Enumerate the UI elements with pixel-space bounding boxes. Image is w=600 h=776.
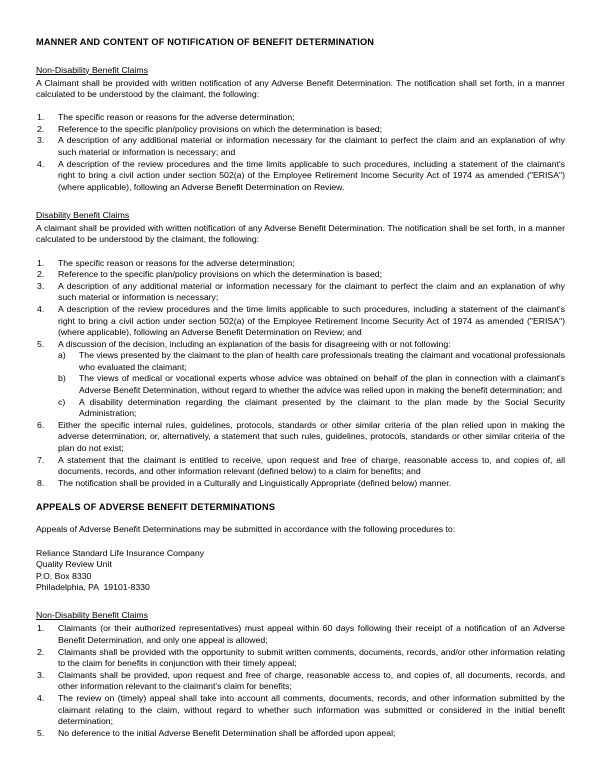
sublist-item xyxy=(58,350,565,373)
list-marker: 5. xyxy=(37,727,45,738)
list-item xyxy=(36,258,565,270)
intro-paragraph: A Claimant shall be provided with written notification of any Adverse Benefit Determination. The notification shall set forth, in a manner calculated to be understood by the claimant, the following: xyxy=(36,77,565,100)
list-item-text: A description of any additional material or information necessary for the claimant to perfect the claim and an explanation of why such material or information is necessary; xyxy=(58,280,565,303)
list-item xyxy=(36,623,565,646)
list-item-text: The review on (timely) appeal shall take into account all comments, documents, records, and other information submitted by the claimant relating to the claim, without regard to whether such information was submitted or considered in the initial benefit determination; xyxy=(58,692,565,727)
sublist-marker: c) xyxy=(58,396,66,407)
list-item xyxy=(36,339,565,420)
sublist-item-text: The views presented by the claimant to the plan of health care professionals treating the claimant and vocational professionals who evaluated the claimant; xyxy=(79,350,565,372)
sublist-marker: b) xyxy=(58,373,66,384)
spacer xyxy=(36,594,565,606)
spacer xyxy=(36,48,565,60)
list-item-text: A statement that the claimant is entitled to receive, upon request and free of charge, reasonable access to, and copies of, all documents, records, and other information relevant (defined below) to a claim for benefits; and xyxy=(58,454,565,477)
list-marker: 1. xyxy=(37,112,45,123)
sublist-item xyxy=(58,397,565,420)
list-marker: 1. xyxy=(37,257,45,268)
list-item xyxy=(36,647,565,670)
list-item xyxy=(36,135,565,158)
spacer xyxy=(36,101,565,113)
list-item xyxy=(36,693,565,728)
list-marker: 3. xyxy=(37,280,45,291)
list-marker: 3. xyxy=(37,669,45,680)
list-item xyxy=(36,728,565,740)
section-title-appeals: APPEALS OF ADVERSE BENEFIT DETERMINATIONS xyxy=(36,501,276,512)
list-item xyxy=(36,112,565,124)
list-item xyxy=(36,304,565,339)
list-item-text: Reference to the specific plan/policy provisions on which the determination is based; xyxy=(58,269,383,280)
list-item-text: A description of any additional material or information necessary for the claimant to perfect the claim and an explanation of why such material or information is necessary; and xyxy=(58,135,565,157)
section-disability-benefit-claims-1 xyxy=(36,205,565,490)
intro-paragraph: A claimant shall be provided with written notification of any Adverse Benefit Determination. The notification shall be set forth, in a manner calculated to be understood by the claimant, the following: xyxy=(36,222,565,245)
section-non-disability-benefit-claims-1 xyxy=(36,60,565,194)
list-item-text: A discussion of the decision, including an explanation of the basis for disagreeing with or not following: xyxy=(58,338,451,349)
list-item-text: Claimants (or their authorized representatives) must appeal within 60 days following their receipt of a notification of an Adverse Benefit Determination, and only one appeal is allowed; xyxy=(58,623,565,645)
list-marker: 8. xyxy=(37,477,45,488)
list-marker: 2. xyxy=(37,123,45,134)
address-line: Quality Review Unit xyxy=(36,559,112,570)
list-item xyxy=(36,420,565,455)
appeals-non-disability-procedures-list xyxy=(36,623,565,739)
subheading-non-disability-benefit-claims: Non-Disability Benefit Claims xyxy=(36,64,149,75)
list-item-text: The specific reason or reasons for the adverse determination; xyxy=(58,257,295,268)
list-item-text: No deference to the initial Adverse Benefit Determination shall be afforded upon appeal; xyxy=(58,727,396,738)
address-line: Reliance Standard Life Insurance Company xyxy=(36,547,205,558)
list-marker: 2. xyxy=(37,646,45,657)
address-line: P.O. Box 8330 xyxy=(36,570,92,581)
list-marker: 6. xyxy=(37,419,45,430)
subheading-appeals-non-disability-benefit-claims: Non-Disability Benefit Claims xyxy=(36,610,149,621)
list-item xyxy=(36,455,565,478)
spacer xyxy=(36,489,565,501)
spacer xyxy=(36,513,565,525)
list-item xyxy=(36,269,565,281)
list-item xyxy=(36,124,565,136)
list-item-text: Reference to the specific plan/policy provisions on which the determination is based; xyxy=(58,123,383,134)
list-item xyxy=(36,281,565,304)
address-line: Philadelphia, PA 19101-8330 xyxy=(36,582,150,593)
list-item-text: Claimants shall be provided with the opportunity to submit written comments, documents, records, and/or other information relating to the claim for benefits in conjunction with their timely appeal; xyxy=(58,646,565,669)
disability-item-5-sublist xyxy=(58,350,565,420)
list-item xyxy=(36,478,565,490)
sublist-item xyxy=(58,373,565,396)
list-item xyxy=(36,159,565,194)
appeals-intro-paragraph: Appeals of Adverse Benefit Determinations may be submitted in accordance with the following procedures to: xyxy=(36,524,456,535)
spacer xyxy=(36,193,565,205)
list-marker: 1. xyxy=(37,623,45,634)
disability-requirements-list xyxy=(36,258,565,490)
page-title: MANNER AND CONTENT OF NOTIFICATION OF BENEFIT DETERMINATION xyxy=(36,37,375,47)
section-appeals-non-disability-benefit-claims xyxy=(36,605,565,739)
sublist-item-text: The views of medical or vocational experts whose advice was obtained on behalf of the plan in connection with a claimant's Adverse Benefit Determination, without regard to whether the advice was relied upon in making the benefit determination; and xyxy=(79,373,565,396)
list-marker: 5. xyxy=(37,338,45,349)
appeals-mailing-address xyxy=(36,548,565,594)
subheading-disability-benefit-claims: Disability Benefit Claims xyxy=(36,209,130,220)
list-marker: 4. xyxy=(37,692,45,703)
sublist-marker: a) xyxy=(58,350,66,361)
spacer xyxy=(36,246,565,258)
sublist-item-text: A disability determination regarding the claimant presented by the claimant to the plan made by the Social Security Administration; xyxy=(79,396,565,419)
list-item-text: Either the specific internal rules, guidelines, protocols, standards or other similar criteria of the plan relied upon in making the adverse determination, or, alternatively, a statement that such rules, guidelines, protocols, standards or other similar criteria of the plan do not exist; xyxy=(58,419,565,454)
list-item-text: The notification shall be provided in a Culturally and Linguistically Appropriate (defined below) manner. xyxy=(58,477,452,488)
list-marker: 3. xyxy=(37,135,45,146)
list-item-text: A description of the review procedures and the time limits applicable to such procedures, including a statement of the claimant's right to bring a civil action under section 502(a) of the Employee Retirement Income Security Act of 1974 as amended ("ERISA") (where applicable), following an Adverse Benefit Determination on Review. xyxy=(58,158,565,192)
list-marker: 4. xyxy=(37,303,45,314)
spacer xyxy=(36,536,565,548)
list-item xyxy=(36,670,565,693)
list-item-text: A description of the review procedures and the time limits applicable to such procedures, including a statement of the claimant's right to bring a civil action under section 502(a) of the Employee Retirement Income Security Act of 1974 as amended ("ERISA") (where applicable), following an Adverse Benefit Determination on Review; and xyxy=(58,303,565,338)
list-item-text: The specific reason or reasons for the adverse determination; xyxy=(58,112,295,123)
list-marker: 2. xyxy=(37,269,45,280)
list-item-text: Claimants shall be provided, upon request and free of charge, reasonable access to, and copies of, all documents, records, and other information relevant to the claimant's claim for benefits; xyxy=(58,669,565,692)
list-marker: 4. xyxy=(37,158,45,169)
non-disability-requirements-list xyxy=(36,112,565,193)
list-marker: 7. xyxy=(37,454,45,465)
